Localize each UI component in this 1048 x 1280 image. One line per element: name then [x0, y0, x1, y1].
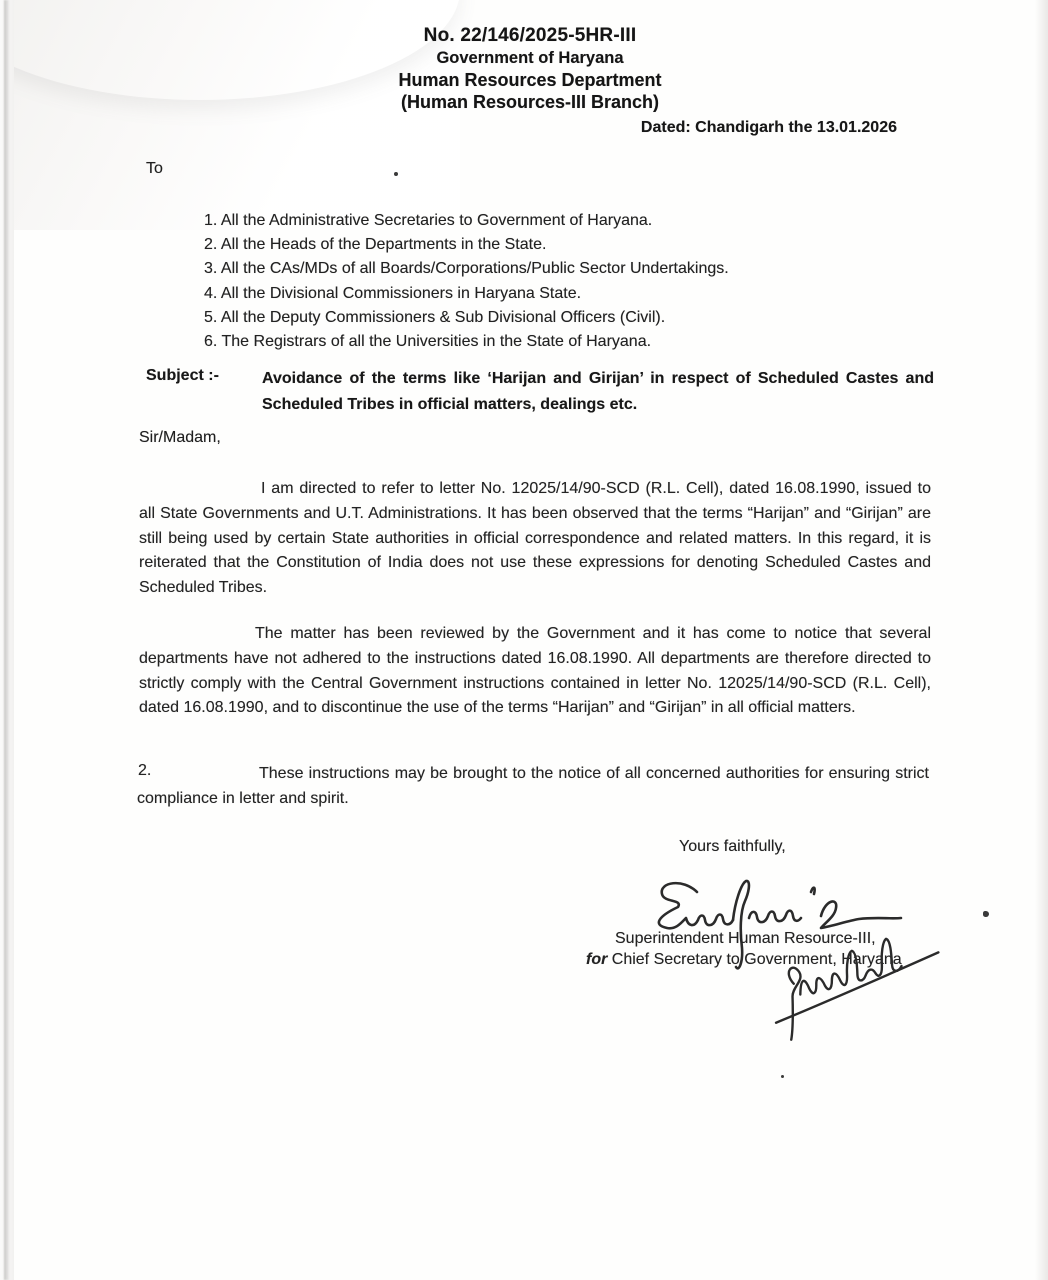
government-name: Government of Haryana — [436, 49, 624, 67]
body-paragraph-3: These instructions may be brought to the notice of all concerned authorities for ensuring strict compliance in letter and spirit. — [137, 765, 929, 807]
for-word: for — [586, 951, 608, 968]
recipient-item: 1. All the Administrative Secretaries to Government of Haryana. — [204, 212, 653, 229]
branch-name: (Human Resources-III Branch) — [400, 92, 660, 112]
subject-label: Subject :- — [146, 367, 219, 384]
reference-number: No. 22/146/2025-5HR-III — [423, 25, 637, 46]
date-line: Dated: Chandigarh the 13.01.2026 — [640, 119, 897, 136]
paragraph-number: 2. — [138, 762, 152, 779]
scan-speck — [983, 911, 989, 917]
scan-speck — [394, 172, 398, 176]
signatory-title: Superintendent Human Resource-III, — [615, 930, 876, 947]
subject-text: Avoidance of the terms like ‘Harijan and Girijan’ in respect of Scheduled Castes and Scheduled Tribes in official matters, dealings etc. — [262, 370, 934, 413]
recipient-item: 6. The Registrars of all the Universities in the State of Haryana. — [204, 333, 652, 351]
closing-phrase: Yours faithfully, — [679, 838, 786, 855]
body-paragraph-2: The matter has been reviewed by the Government and it has come to notice that several departments have not adhered to the instructions dated 16.08.1990. All departments are therefore directed to strictly comply with the Central Government instructions contained in letter No. 12025/14/90-SCD (R.L. Cell), dated 16.08.1990, and to discontinue the use of the terms “Harijan” and “Girijan” in all official matters. — [139, 625, 931, 717]
to-label: To — [146, 160, 163, 177]
department-name: Human Resources Department — [398, 70, 662, 90]
letter-header — [230, 24, 830, 114]
scan-speck — [781, 1075, 784, 1078]
body-paragraph-3-wrap — [137, 762, 929, 812]
recipient-item: 5. All the Deputy Commissioners & Sub Divisional Officers (Civil). — [204, 308, 666, 326]
salutation: Sir/Madam, — [139, 429, 221, 446]
recipient-item: 4. All the Divisional Commissioners in Haryana State. — [204, 284, 582, 302]
signatory-for-rest: Chief Secretary to Government, Haryana — [607, 951, 902, 968]
recipient-item: 2. All the Heads of the Departments in the State. — [204, 236, 547, 254]
recipient-item: 3. All the CAs/MDs of all Boards/Corporations/Public Sector Undertakings. — [204, 260, 729, 278]
body-paragraph-1: I am directed to refer to letter No. 12025/14/90-SCD (R.L. Cell), dated 16.08.1990, issued to all State Governments and U.T. Administrations. It has been observed that the terms “Harijan” and “Girijan” are still being used by certain State authorities in official correspondence and related matters. In this regard, it is reiterated that the Constitution of India does not use these expressions for denoting Scheduled Castes and Scheduled Tribes. — [139, 480, 931, 597]
recipient-list — [204, 209, 844, 354]
